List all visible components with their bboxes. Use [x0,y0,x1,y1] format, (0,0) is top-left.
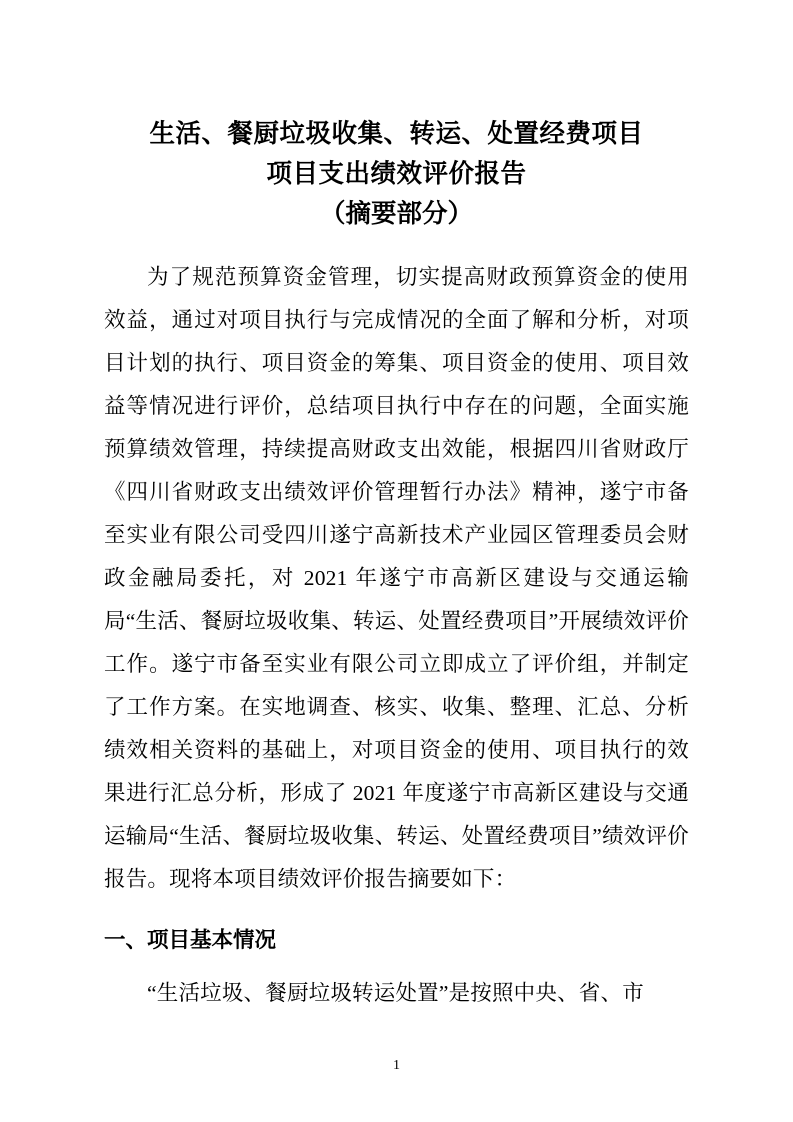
section-heading-1: 一、项目基本情况 [104,928,277,952]
page-subtitle: （摘要部分） [319,199,473,228]
section-paragraph-1: “生活垃圾、餐厨垃圾转运处置”是按照中央、省、市 [147,981,644,1005]
page-title-line-1: 生活、餐厨垃圾收集、转运、处置经费项目 [149,119,644,148]
page-number: 1 [393,1058,400,1073]
page-title-line-2: 项目支出绩效评价报告 [266,159,527,188]
body-paragraph-1: 为了规范预算资金管理，切实提高财政预算资金的使用效益，通过对项目执行与完成情况的全面了解和分析，对项目计划的执行、项目资金的筹集、项目资金的使用、项目效益等情况进行评价，总结项目执行中存在的问题，全面实施预算绩效管理，持续提高财政支出效能，根据四川省财政厅《四川省财政支出绩效评价管理暂行办法》精神，遂宁市备至实业有限公司受四川遂宁高新技术产业园区管理委员会财政金融局委托，对 2021 年遂宁市高新区建设与交通运输局“生活、餐厨垃圾收集、转运、处置经费项目”开展绩效评价工作。遂宁市备至实业有限公司立即成立了评价组，并制定了工作方案。在实地调查、核实、收集、整理、汇总、分析绩效相关资料的基础上，对项目资金的使用、项目执行的效果进行汇总分析，形成了 2021 年度遂宁市高新区建设与交通运输局“生活、餐厨垃圾收集、转运、处置经费项目”绩效评价报告。现将本项目绩效评价报告摘要如下： [104,265,689,891]
document-body [104,256,689,1015]
page-title [104,114,689,194]
